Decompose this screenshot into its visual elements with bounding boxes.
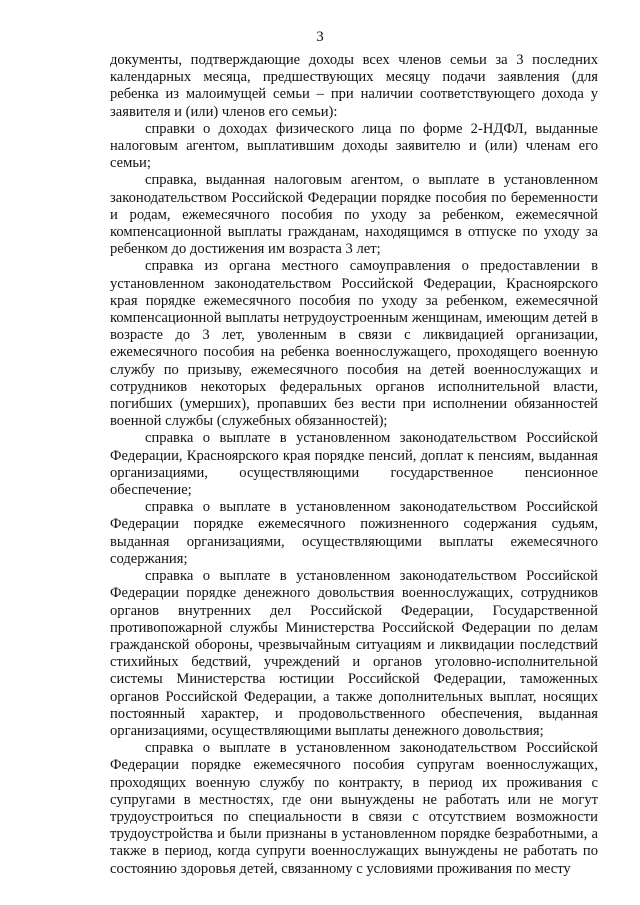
paragraph-ndfl-certificates: справки о доходах физического лица по форме 2-НДФЛ, выданные налоговым агентом, выплатившим доходы заявителю и (или) членам его семьи; (110, 120, 598, 172)
paragraph-military-allowance-certificate: справка о выплате в установленном законодательством Российской Федерации порядке денежного довольствия военнослужащих, сотрудников органов внутренних дел Российской Федерации, Государственной противопожарной службы Министерства Российской Федерации по делам гражданской обороны, чрезвычайным ситуациям и ликвидации последствий стихийных бедствий, учреждений и органов уголовно-исполнительной системы Министерства юстиции Российской Федерации, таможенных органов Российской Федерации, а также дополнительных выплат, носящих постоянный характер, и продовольственного обеспечения, выданная организациями, осуществляющими выплаты денежного довольствия; (110, 568, 598, 739)
paragraph-spouse-allowance-certificate: справка о выплате в установленном законодательством Российской Федерации порядке ежемесячного пособия супругам военнослужащих, проходящих военную службу по контракту, в период их проживания с супругами в местностях, где они вынуждены не работать или не могут трудоустроиться по специальности в связи с отсутствием возможности трудоустройства и были признаны в установленном порядке безработными, а также в период, когда супруги военнослужащих вынуждены не работать по состоянию здоровья детей, связанному с условиями проживания по месту (110, 740, 598, 877)
paragraph-pension-certificate: справка о выплате в установленном законодательством Российской Федерации, Красноярского края порядке пенсий, доплат к пенсиям, выданная организациями, осуществляющими государственное пенсионное обеспечение; (110, 430, 598, 499)
paragraph-judges-allowance-certificate: справка о выплате в установленном законодательством Российской Федерации порядке ежемесячного пожизненного содержания судьям, выданная организациями, осуществляющими выплаты ежемесячного содержания; (110, 499, 598, 567)
page-number: 3 (316, 29, 324, 45)
paragraph-local-government-certificate: справка из органа местного самоуправления о предоставлении в установленном законодательством Российской Федерации, Красноярского края порядке ежемесячного пособия по уходу за ребенком, ежемесячной компенсационной выплаты нетрудоустроенным женщинам, имеющим детей в возрасте до 3 лет, уволенным в связи с ликвидацией организации, ежемесячного пособия на ребенка военнослужащего, проходящего военную службу по призыву, ежемесячного пособия на детей военнослужащих и сотрудников некоторых федеральных органов исполнительной власти, погибших (умерших), пропавших без вести при исполнении обязанностей военной службы (служебных обязанностей); (110, 258, 598, 430)
paragraph-income-documents: документы, подтверждающие доходы всех членов семьи за 3 последних календарных месяца, предшествующих месяцу подачи заявления (для ребенка из малоимущей семьи – при наличии соответствующего дохода у заявителя и (или) членов его семьи): (110, 52, 598, 120)
paragraph-tax-agent-certificate: справка, выданная налоговым агентом, о выплате в установленном законодательством Российской Федерации порядке пособия по беременности и родам, ежемесячного пособия по уходу за ребенком, ежемесячной компенсационной выплаты гражданам, находящимся в отпуске по уходу за ребенком до достижения им возраста 3 лет; (110, 172, 598, 258)
document-body (110, 52, 598, 878)
